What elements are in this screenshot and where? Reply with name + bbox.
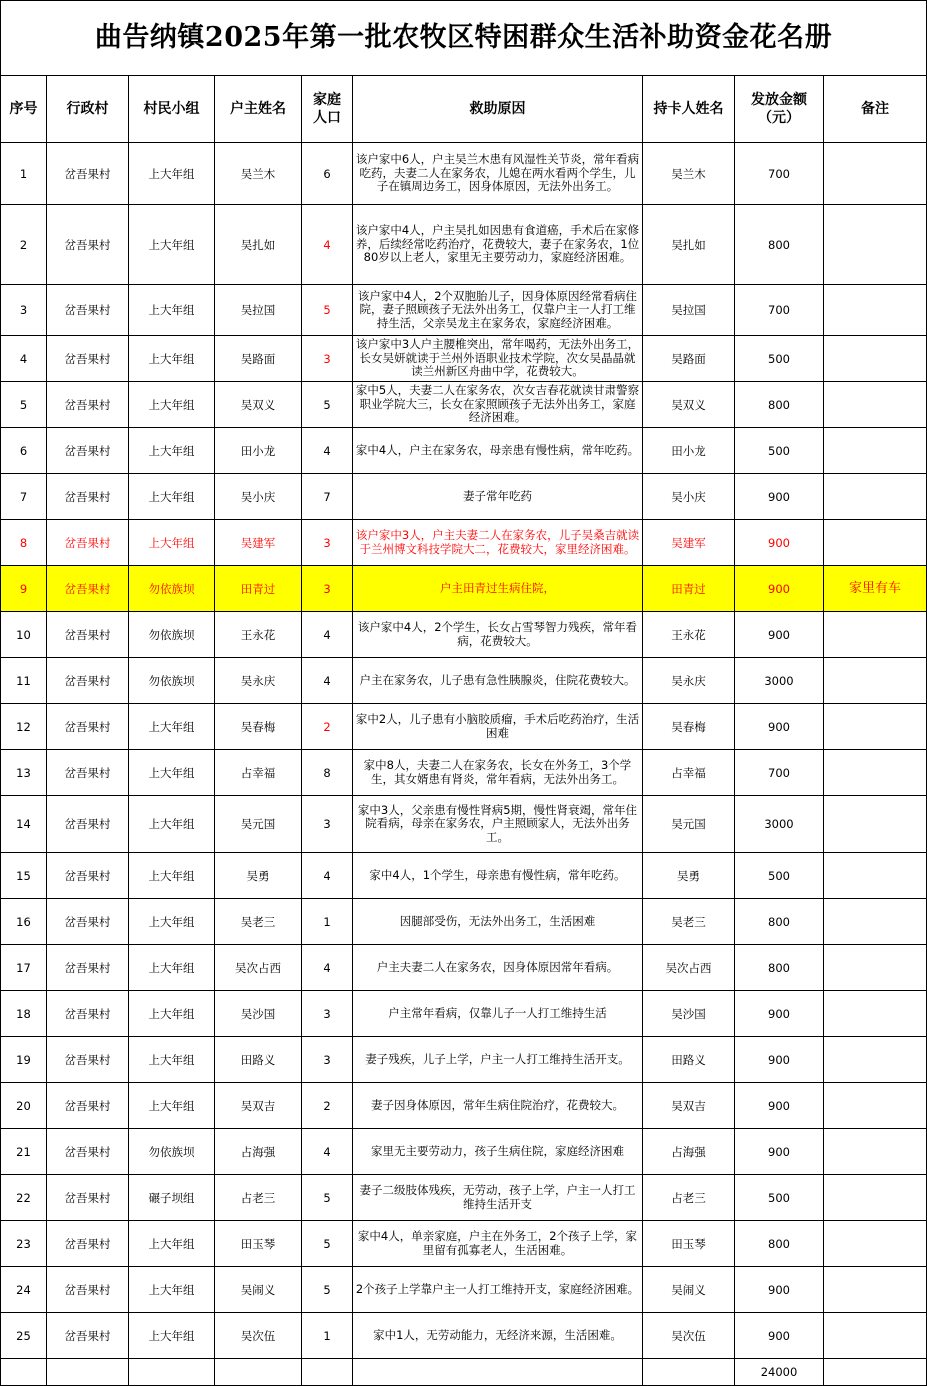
row-note (824, 1037, 927, 1083)
row-note (824, 285, 927, 336)
row-amount: 900 (735, 520, 824, 566)
row-seq: 5 (1, 382, 47, 428)
total-cell-empty (129, 1359, 215, 1386)
row-family: 5 (302, 1221, 353, 1267)
row-note (824, 704, 927, 750)
col-header-note: 备注 (824, 76, 927, 143)
row-village: 岔吾果村 (47, 1267, 129, 1313)
row-family: 1 (302, 1313, 353, 1359)
row-family: 3 (302, 336, 353, 382)
row-family: 2 (302, 704, 353, 750)
row-cardholder: 吴次伍 (643, 1313, 735, 1359)
page-title: 曲告纳镇2025年第一批农牧区特困群众生活补助资金花名册 (1, 1, 927, 76)
row-note (824, 853, 927, 899)
row-village: 岔吾果村 (47, 1313, 129, 1359)
row-reason: 家中2人，儿子患有小脑胶质瘤，手术后吃药治疗，生活困难 (353, 704, 643, 750)
row-village: 岔吾果村 (47, 750, 129, 796)
row-seq: 21 (1, 1129, 47, 1175)
row-family: 4 (302, 428, 353, 474)
table-row (1, 428, 927, 474)
row-reason: 家中1人，无劳动能力，无经济来源，生活困难。 (353, 1313, 643, 1359)
row-family: 3 (302, 520, 353, 566)
row-group: 上大年组 (129, 899, 215, 945)
table-row (1, 853, 927, 899)
row-cardholder: 吴拉国 (643, 285, 735, 336)
row-note (824, 205, 927, 285)
row-householder: 占幸福 (215, 750, 302, 796)
col-header-seq: 序号 (1, 76, 47, 143)
row-seq: 1 (1, 143, 47, 205)
row-cardholder: 吴次占西 (643, 945, 735, 991)
row-reason: 该户家中3人，户主夫妻二人在家务农，儿子吴桑吉就读于兰州博文科技学院大二，花费较大，家里经济困难。 (353, 520, 643, 566)
row-reason: 该户家中6人，户主吴兰木患有风湿性关节炎，常年看病吃药，夫妻二人在家务农，儿媳在两水看两个学生，儿子在镇周边务工，因身体原因，无法外出务工。 (353, 143, 643, 205)
row-group: 上大年组 (129, 853, 215, 899)
row-seq: 16 (1, 899, 47, 945)
row-village: 岔吾果村 (47, 796, 129, 853)
table-row (1, 1175, 927, 1221)
row-cardholder: 王永花 (643, 612, 735, 658)
row-village: 岔吾果村 (47, 520, 129, 566)
row-cardholder: 田玉琴 (643, 1221, 735, 1267)
row-note (824, 899, 927, 945)
row-group: 上大年组 (129, 1037, 215, 1083)
row-village: 岔吾果村 (47, 285, 129, 336)
row-family: 2 (302, 1083, 353, 1129)
row-reason: 因腿部受伤，无法外出务工，生活困难 (353, 899, 643, 945)
row-householder: 占海强 (215, 1129, 302, 1175)
total-cell-empty (353, 1359, 643, 1386)
row-householder: 吴次占西 (215, 945, 302, 991)
row-village: 岔吾果村 (47, 658, 129, 704)
total-row (1, 1359, 927, 1386)
row-amount: 900 (735, 1083, 824, 1129)
row-cardholder: 吴闹义 (643, 1267, 735, 1313)
table-row (1, 520, 927, 566)
row-cardholder: 吴兰木 (643, 143, 735, 205)
row-group: 上大年组 (129, 796, 215, 853)
row-family: 4 (302, 658, 353, 704)
col-header-amount-line2: （元） (758, 110, 800, 126)
row-cardholder: 吴春梅 (643, 704, 735, 750)
col-header-householder: 户主姓名 (215, 76, 302, 143)
row-reason: 户主田青过生病住院， (353, 566, 643, 612)
row-seq: 9 (1, 566, 47, 612)
row-amount: 700 (735, 285, 824, 336)
row-cardholder: 田路义 (643, 1037, 735, 1083)
row-householder: 吴次伍 (215, 1313, 302, 1359)
row-householder: 田路义 (215, 1037, 302, 1083)
row-group: 上大年组 (129, 1221, 215, 1267)
row-group: 勿依族坝 (129, 658, 215, 704)
row-group: 上大年组 (129, 1313, 215, 1359)
table-row (1, 1221, 927, 1267)
row-reason: 户主在家务农，儿子患有急性胰腺炎，住院花费较大。 (353, 658, 643, 704)
row-seq: 19 (1, 1037, 47, 1083)
row-householder: 吴扎如 (215, 205, 302, 285)
row-family: 5 (302, 285, 353, 336)
row-householder: 吴双吉 (215, 1083, 302, 1129)
row-group: 上大年组 (129, 205, 215, 285)
row-village: 岔吾果村 (47, 1083, 129, 1129)
row-householder: 吴小庆 (215, 474, 302, 520)
row-family: 4 (302, 853, 353, 899)
row-group: 上大年组 (129, 474, 215, 520)
row-amount: 800 (735, 899, 824, 945)
row-cardholder: 吴路面 (643, 336, 735, 382)
total-cell-empty (1, 1359, 47, 1386)
row-householder: 吴老三 (215, 899, 302, 945)
row-seq: 6 (1, 428, 47, 474)
row-amount: 800 (735, 205, 824, 285)
table-row (1, 143, 927, 205)
row-group: 上大年组 (129, 285, 215, 336)
row-note (824, 750, 927, 796)
total-cell-empty (47, 1359, 129, 1386)
table-row (1, 658, 927, 704)
row-amount: 700 (735, 143, 824, 205)
row-village: 岔吾果村 (47, 899, 129, 945)
row-amount: 900 (735, 1313, 824, 1359)
row-note (824, 1313, 927, 1359)
row-amount: 700 (735, 750, 824, 796)
row-village: 岔吾果村 (47, 566, 129, 612)
row-reason: 该户家中4人，2个学生，长女占雪琴智力残疾，常年看病，花费较大。 (353, 612, 643, 658)
table-row (1, 612, 927, 658)
row-family: 5 (302, 1267, 353, 1313)
row-group: 勿依族坝 (129, 566, 215, 612)
row-amount: 900 (735, 1267, 824, 1313)
row-group: 上大年组 (129, 336, 215, 382)
row-cardholder: 吴勇 (643, 853, 735, 899)
row-cardholder: 吴永庆 (643, 658, 735, 704)
row-cardholder: 田青过 (643, 566, 735, 612)
row-group: 上大年组 (129, 1083, 215, 1129)
row-householder: 王永花 (215, 612, 302, 658)
row-family: 4 (302, 612, 353, 658)
row-family: 5 (302, 382, 353, 428)
row-group: 上大年组 (129, 945, 215, 991)
row-cardholder: 吴扎如 (643, 205, 735, 285)
table-row (1, 285, 927, 336)
row-cardholder: 吴双吉 (643, 1083, 735, 1129)
row-cardholder: 吴小庆 (643, 474, 735, 520)
row-village: 岔吾果村 (47, 474, 129, 520)
row-amount: 900 (735, 1129, 824, 1175)
row-amount: 3000 (735, 658, 824, 704)
row-reason: 妻子因身体原因，常年生病住院治疗，花费较大。 (353, 1083, 643, 1129)
row-seq: 10 (1, 612, 47, 658)
table-row (1, 336, 927, 382)
table-row (1, 945, 927, 991)
row-village: 岔吾果村 (47, 853, 129, 899)
row-group: 上大年组 (129, 750, 215, 796)
row-reason: 妻子常年吃药 (353, 474, 643, 520)
row-amount: 900 (735, 1037, 824, 1083)
table-row (1, 474, 927, 520)
row-note (824, 1175, 927, 1221)
row-householder: 吴春梅 (215, 704, 302, 750)
row-family: 5 (302, 1175, 353, 1221)
row-village: 岔吾果村 (47, 382, 129, 428)
col-header-family-line1: 家庭 (313, 92, 341, 108)
row-note (824, 336, 927, 382)
row-seq: 11 (1, 658, 47, 704)
row-reason: 该户家中4人，2个双胞胎儿子，因身体原因经常看病住院，妻子照顾孩子无法外出务工，仅靠户主一人打工维持生活，父亲吴龙主在家务农，家庭经济困难。 (353, 285, 643, 336)
row-family: 4 (302, 945, 353, 991)
row-village: 岔吾果村 (47, 336, 129, 382)
row-village: 岔吾果村 (47, 1037, 129, 1083)
row-amount: 800 (735, 1221, 824, 1267)
row-group: 上大年组 (129, 428, 215, 474)
row-householder: 吴勇 (215, 853, 302, 899)
total-cell-empty (302, 1359, 353, 1386)
total-cell-empty (643, 1359, 735, 1386)
row-group: 上大年组 (129, 382, 215, 428)
row-village: 岔吾果村 (47, 1221, 129, 1267)
row-seq: 2 (1, 205, 47, 285)
row-note (824, 1267, 927, 1313)
row-cardholder: 吴双义 (643, 382, 735, 428)
row-family: 3 (302, 796, 353, 853)
row-group: 上大年组 (129, 520, 215, 566)
table-row (1, 1313, 927, 1359)
row-householder: 吴闹义 (215, 1267, 302, 1313)
row-family: 4 (302, 1129, 353, 1175)
row-note (824, 945, 927, 991)
row-family: 6 (302, 143, 353, 205)
row-householder: 田青过 (215, 566, 302, 612)
row-amount: 900 (735, 566, 824, 612)
row-amount: 500 (735, 336, 824, 382)
col-header-cardholder: 持卡人姓名 (643, 76, 735, 143)
table-row (1, 1267, 927, 1313)
row-family: 7 (302, 474, 353, 520)
row-village: 岔吾果村 (47, 704, 129, 750)
row-seq: 7 (1, 474, 47, 520)
row-reason: 户主夫妻二人在家务农，因身体原因常年看病。 (353, 945, 643, 991)
row-note (824, 474, 927, 520)
row-amount: 900 (735, 991, 824, 1037)
row-cardholder: 占幸福 (643, 750, 735, 796)
row-reason: 家里无主要劳动力，孩子生病住院，家庭经济困难 (353, 1129, 643, 1175)
row-seq: 13 (1, 750, 47, 796)
row-note (824, 382, 927, 428)
row-note (824, 991, 927, 1037)
col-header-reason: 救助原因 (353, 76, 643, 143)
row-village: 岔吾果村 (47, 1175, 129, 1221)
row-reason: 妻子二级肢体残疾，无劳动，孩子上学，户主一人打工维持生活开支 (353, 1175, 643, 1221)
row-seq: 18 (1, 991, 47, 1037)
row-cardholder: 吴元国 (643, 796, 735, 853)
row-note (824, 1129, 927, 1175)
row-amount: 500 (735, 428, 824, 474)
row-note: 家里有车 (824, 566, 927, 612)
row-family: 3 (302, 1037, 353, 1083)
row-note (824, 1221, 927, 1267)
row-group: 上大年组 (129, 1267, 215, 1313)
row-note (824, 796, 927, 853)
row-seq: 12 (1, 704, 47, 750)
row-village: 岔吾果村 (47, 945, 129, 991)
row-amount: 900 (735, 704, 824, 750)
row-cardholder: 吴沙国 (643, 991, 735, 1037)
row-cardholder: 田小龙 (643, 428, 735, 474)
table-row (1, 205, 927, 285)
row-amount: 500 (735, 853, 824, 899)
row-note (824, 1083, 927, 1129)
row-seq: 8 (1, 520, 47, 566)
row-note (824, 143, 927, 205)
row-householder: 吴永庆 (215, 658, 302, 704)
row-seq: 3 (1, 285, 47, 336)
row-amount: 3000 (735, 796, 824, 853)
row-amount: 800 (735, 945, 824, 991)
row-group: 上大年组 (129, 991, 215, 1037)
row-seq: 24 (1, 1267, 47, 1313)
row-note (824, 520, 927, 566)
row-seq: 23 (1, 1221, 47, 1267)
row-family: 1 (302, 899, 353, 945)
row-reason: 家中5人，夫妻二人在家务农，次女吉春花就读甘肃警察职业学院大三，长女在家照顾孩子无法外出务工，家庭经济困难。 (353, 382, 643, 428)
row-cardholder: 占老三 (643, 1175, 735, 1221)
row-family: 3 (302, 991, 353, 1037)
row-seq: 14 (1, 796, 47, 853)
row-reason: 家中4人，户主在家务农，母亲患有慢性病，常年吃药。 (353, 428, 643, 474)
row-group: 碾子坝组 (129, 1175, 215, 1221)
row-family: 3 (302, 566, 353, 612)
row-reason: 妻子残疾，儿子上学，户主一人打工维持生活开支。 (353, 1037, 643, 1083)
row-householder: 占老三 (215, 1175, 302, 1221)
row-group: 上大年组 (129, 143, 215, 205)
row-reason: 家中4人，1个学生，母亲患有慢性病，常年吃药。 (353, 853, 643, 899)
row-note (824, 612, 927, 658)
row-cardholder: 吴老三 (643, 899, 735, 945)
row-amount: 500 (735, 1175, 824, 1221)
row-householder: 吴沙国 (215, 991, 302, 1037)
row-householder: 吴建军 (215, 520, 302, 566)
row-village: 岔吾果村 (47, 143, 129, 205)
row-village: 岔吾果村 (47, 205, 129, 285)
row-seq: 4 (1, 336, 47, 382)
col-header-village: 行政村 (47, 76, 129, 143)
row-family: 8 (302, 750, 353, 796)
table-row (1, 899, 927, 945)
row-seq: 20 (1, 1083, 47, 1129)
row-note (824, 428, 927, 474)
table-row (1, 1129, 927, 1175)
row-reason: 2个孩子上学靠户主一人打工维持开支，家庭经济困难。 (353, 1267, 643, 1313)
row-village: 岔吾果村 (47, 428, 129, 474)
row-amount: 800 (735, 382, 824, 428)
row-householder: 田小龙 (215, 428, 302, 474)
table-row (1, 750, 927, 796)
table-row (1, 796, 927, 853)
row-householder: 吴双义 (215, 382, 302, 428)
header-row (1, 76, 927, 143)
row-reason: 该户家中3人户主腰椎突出，常年喝药，无法外出务工，长女吴妍就读于兰州外语职业技术学院，次女吴晶晶就读兰州新区舟曲中学，花费较大。 (353, 336, 643, 382)
row-village: 岔吾果村 (47, 1129, 129, 1175)
col-header-amount (735, 76, 824, 143)
row-seq: 15 (1, 853, 47, 899)
row-seq: 17 (1, 945, 47, 991)
row-group: 上大年组 (129, 704, 215, 750)
col-header-amount-line1: 发放金额 (751, 92, 807, 108)
row-reason: 该户家中4人，户主吴扎如因患有食道癌，手术后在家修养，后续经常吃药治疗，花费较大，妻子在家务农，1位80岁以上老人，家里无主要劳动力，家庭经济困难。 (353, 205, 643, 285)
table-row (1, 1083, 927, 1129)
total-amount: 24000 (735, 1359, 824, 1386)
table-row (1, 1037, 927, 1083)
row-reason: 户主常年看病，仅靠儿子一人打工维持生活 (353, 991, 643, 1037)
row-reason: 家中3人，父亲患有慢性肾病5期，慢性肾衰竭，常年住院看病，母亲在家务农，户主照顾家人，无法外出务工。 (353, 796, 643, 853)
row-householder: 吴兰木 (215, 143, 302, 205)
col-header-family (302, 76, 353, 143)
row-householder: 田玉琴 (215, 1221, 302, 1267)
row-householder: 吴路面 (215, 336, 302, 382)
row-seq: 25 (1, 1313, 47, 1359)
col-header-family-line2: 人口 (313, 110, 341, 126)
row-amount: 900 (735, 474, 824, 520)
table-row (1, 566, 927, 612)
row-amount: 900 (735, 612, 824, 658)
row-village: 岔吾果村 (47, 991, 129, 1037)
total-cell-empty (824, 1359, 927, 1386)
row-cardholder: 吴建军 (643, 520, 735, 566)
row-group: 勿依族坝 (129, 1129, 215, 1175)
row-householder: 吴元国 (215, 796, 302, 853)
row-reason: 家中8人，夫妻二人在家务农，长女在外务工，3个学生，其女婿患有肾炎，常年看病，无法外出务工。 (353, 750, 643, 796)
row-householder: 吴拉国 (215, 285, 302, 336)
col-header-group: 村民小组 (129, 76, 215, 143)
row-family: 4 (302, 205, 353, 285)
total-cell-empty (215, 1359, 302, 1386)
table-row (1, 382, 927, 428)
row-village: 岔吾果村 (47, 612, 129, 658)
row-seq: 22 (1, 1175, 47, 1221)
row-cardholder: 占海强 (643, 1129, 735, 1175)
table-row (1, 991, 927, 1037)
row-note (824, 658, 927, 704)
table-row (1, 704, 927, 750)
row-group: 勿依族坝 (129, 612, 215, 658)
row-reason: 家中4人，单亲家庭，户主在外务工，2个孩子上学，家里留有孤寡老人，生活困难。 (353, 1221, 643, 1267)
